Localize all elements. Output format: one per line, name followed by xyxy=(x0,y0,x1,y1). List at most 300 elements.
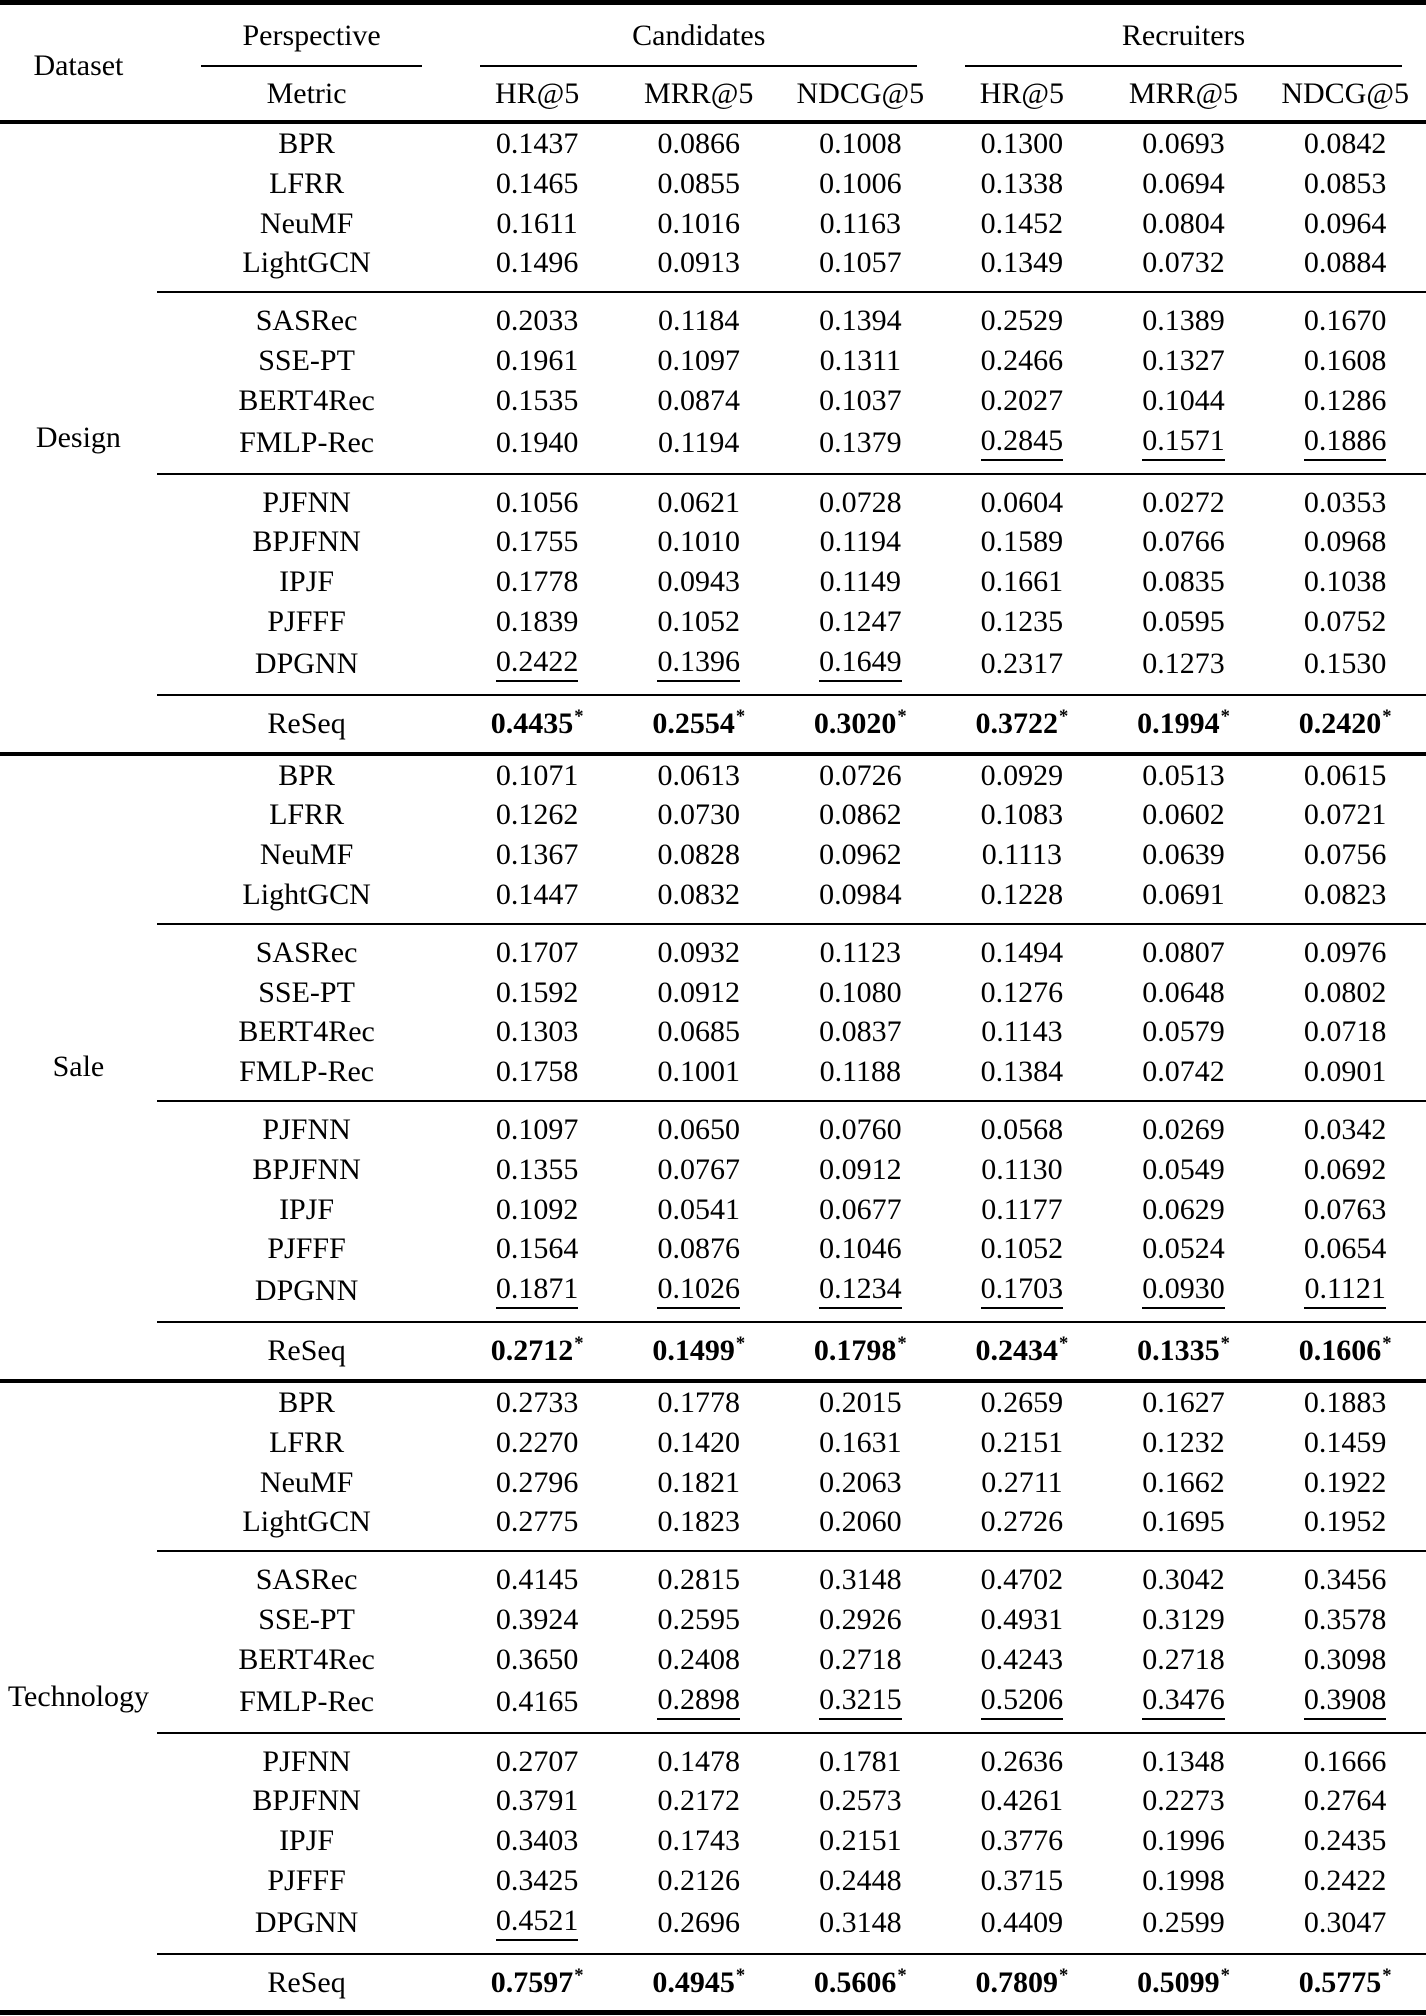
metric-value: 0.0654 xyxy=(1303,1232,1387,1266)
metric-value: 0.1113 xyxy=(981,838,1063,872)
reseq-summary-row xyxy=(0,695,1426,754)
method-name: IPJF xyxy=(279,565,335,599)
metric-value: 0.0353 xyxy=(1264,474,1426,523)
metric-value: 0.0804 xyxy=(1142,206,1225,240)
metric-value: 0.0732 xyxy=(1142,246,1225,280)
metric-value: 0.1606* xyxy=(1264,1322,1426,1381)
metric-value: 0.0691 xyxy=(1142,877,1225,911)
metric-value: 0.0639 xyxy=(1142,838,1225,872)
metric-value: 0.1286 xyxy=(1303,383,1387,417)
metric-value: 0.1871 xyxy=(456,1269,618,1322)
section-technology xyxy=(0,1381,1426,2013)
metric-value: 0.1922 xyxy=(1303,1465,1387,1499)
metric-value: 0.3020* xyxy=(780,695,942,754)
significance-star: * xyxy=(735,1333,746,1355)
metric-value: 0.3148 xyxy=(780,1551,942,1600)
metric-value: 0.2726 xyxy=(980,1505,1064,1539)
metric-value: 0.1627 xyxy=(1103,1381,1265,1423)
metric-value: 0.1961 xyxy=(495,343,579,377)
method-row xyxy=(0,122,1426,164)
metric-value: 0.1839 xyxy=(495,604,579,638)
metric-value: 0.1006 xyxy=(819,166,902,200)
method-name: BPR xyxy=(157,1381,456,1423)
metric-value: 0.1396 xyxy=(618,642,780,695)
metric-value: 0.1083 xyxy=(980,798,1064,832)
method-row xyxy=(0,522,1426,562)
metric-value: 0.4165 xyxy=(495,1684,579,1718)
metric-value: 0.4702 xyxy=(941,1551,1103,1600)
method-name: FMLP-Rec xyxy=(239,425,375,459)
metric-value: 0.2599 xyxy=(1142,1905,1225,1939)
metric-value: 0.1589 xyxy=(980,525,1064,559)
metric-value: 0.4409 xyxy=(980,1905,1064,1939)
metric-value: 0.2718 xyxy=(819,1642,902,1676)
method-row xyxy=(0,1781,1426,1821)
method-name: BERT4Rec xyxy=(238,1015,375,1049)
method-name: NeuMF xyxy=(259,206,354,240)
method-row xyxy=(0,1821,1426,1861)
metric-value: 0.0615 xyxy=(1264,754,1426,796)
metric-value: 0.0549 xyxy=(1142,1152,1225,1186)
metric-value: 0.2408 xyxy=(657,1642,740,1676)
metric-value: 0.1611 xyxy=(496,206,578,240)
metric-value: 0.7809* xyxy=(941,1954,1103,2013)
metric-value: 0.2718 xyxy=(1142,1642,1225,1676)
metric-value: 0.0855 xyxy=(657,166,740,200)
metric-value: 0.0823 xyxy=(1303,877,1387,911)
metric-value: 0.1478 xyxy=(618,1733,780,1782)
metric-value: 0.0613 xyxy=(618,754,780,796)
metric-value: 0.1670 xyxy=(1264,292,1426,341)
method-name: LFRR xyxy=(269,1425,345,1459)
metric-value: 0.1097 xyxy=(456,1101,618,1150)
method-name: DPGNN xyxy=(254,1905,359,1939)
metric-value: 0.2636 xyxy=(941,1733,1103,1782)
perspective-header xyxy=(157,3,456,68)
metric-value: 0.1010 xyxy=(657,525,740,559)
reseq-summary-row xyxy=(0,1954,1426,2013)
metric-value: 0.2027 xyxy=(980,383,1064,417)
metric-value: 0.0767 xyxy=(657,1152,740,1186)
method-row xyxy=(0,602,1426,642)
metric-value: 0.0976 xyxy=(1264,924,1426,973)
metric-value: 0.7597* xyxy=(456,1954,618,2013)
method-row xyxy=(0,754,1426,796)
metric-value: 0.2422 xyxy=(456,642,618,695)
metric-value: 0.0718 xyxy=(1303,1015,1387,1049)
significance-star: * xyxy=(1220,1333,1230,1355)
metric-value: 0.1143 xyxy=(981,1015,1063,1049)
metric-value: 0.1080 xyxy=(819,975,902,1009)
metric-value: 0.0984 xyxy=(819,877,902,911)
metric-value: 0.4945* xyxy=(618,1954,780,2013)
metric-value: 0.2529 xyxy=(941,292,1103,341)
metric-value: 0.0929 xyxy=(941,754,1103,796)
metric-row-header: Metric xyxy=(266,77,347,110)
metric-value: 0.1276 xyxy=(980,975,1064,1009)
method-name: BPR xyxy=(157,754,456,796)
metric-value: 0.1046 xyxy=(819,1232,902,1266)
metric-value: 0.2033 xyxy=(456,292,618,341)
metric-value: 0.3425 xyxy=(495,1863,579,1897)
metric-value: 0.2151 xyxy=(819,1824,902,1858)
metric-value: 0.1940 xyxy=(495,425,579,459)
metric-value: 0.2926 xyxy=(819,1602,902,1636)
method-row xyxy=(0,1269,1426,1322)
col-header-recruiters-hr5: HR@5 xyxy=(979,77,1065,110)
significance-star: * xyxy=(1059,705,1069,727)
metric-value: 0.1348 xyxy=(1103,1733,1265,1782)
significance-star: * xyxy=(1059,1964,1069,1986)
method-name: PJFFF xyxy=(267,1232,346,1266)
section-sale xyxy=(0,754,1426,1381)
metric-value: 0.1571 xyxy=(1103,421,1265,474)
metric-value: 0.1564 xyxy=(495,1232,579,1266)
metric-value: 0.1631 xyxy=(819,1425,902,1459)
metric-value: 0.1327 xyxy=(1142,343,1225,377)
metric-value: 0.0807 xyxy=(1103,924,1265,973)
metric-value: 0.1459 xyxy=(1303,1425,1387,1459)
significance-star: * xyxy=(897,1333,907,1355)
metric-value: 0.0693 xyxy=(1103,122,1265,164)
metric-value: 0.1123 xyxy=(780,924,942,973)
metric-value: 0.0602 xyxy=(1142,798,1225,832)
metric-value: 0.1044 xyxy=(1142,383,1225,417)
metric-value: 0.1121 xyxy=(1264,1269,1426,1322)
metric-value: 0.1649 xyxy=(780,642,942,695)
metric-value: 0.0853 xyxy=(1303,166,1387,200)
metric-value: 0.1052 xyxy=(657,604,740,638)
method-name: PJFNN xyxy=(157,474,456,523)
metric-value: 0.0837 xyxy=(819,1015,902,1049)
metric-value: 0.2898 xyxy=(618,1680,780,1733)
method-row xyxy=(0,1640,1426,1680)
metric-value: 0.1235 xyxy=(980,604,1064,638)
metric-value: 0.1349 xyxy=(980,246,1064,280)
metric-value: 0.1303 xyxy=(495,1015,579,1049)
metric-value: 0.2707 xyxy=(456,1733,618,1782)
metric-value: 0.0962 xyxy=(819,838,902,872)
metric-value: 0.0595 xyxy=(1142,604,1225,638)
metric-value: 0.0568 xyxy=(941,1101,1103,1150)
reseq-summary-row xyxy=(0,1322,1426,1381)
method-name: ReSeq xyxy=(157,695,456,754)
method-name: ReSeq xyxy=(157,1322,456,1381)
metric-value: 0.4261 xyxy=(980,1784,1064,1818)
metric-value: 0.3042 xyxy=(1103,1551,1265,1600)
metric-value: 0.3791 xyxy=(495,1784,579,1818)
metric-value: 0.1273 xyxy=(1142,646,1225,680)
metric-value: 0.1452 xyxy=(980,206,1064,240)
metric-value: 0.1228 xyxy=(980,877,1064,911)
metric-value: 0.1092 xyxy=(495,1192,579,1226)
significance-star: * xyxy=(1382,1333,1392,1355)
metric-value: 0.1994* xyxy=(1103,695,1265,754)
method-row xyxy=(0,835,1426,875)
metric-value: 0.5099* xyxy=(1103,1954,1265,2013)
significance-star: * xyxy=(1059,1333,1069,1355)
metric-value: 0.0866 xyxy=(618,122,780,164)
metric-value: 0.0842 xyxy=(1264,122,1426,164)
metric-value: 0.1194 xyxy=(819,525,901,559)
metric-value: 0.1300 xyxy=(941,122,1103,164)
metric-value: 0.1883 xyxy=(1264,1381,1426,1423)
metric-value: 0.1798* xyxy=(780,1322,942,1381)
metric-value: 0.1755 xyxy=(495,525,579,559)
metric-value: 0.1998 xyxy=(1142,1863,1225,1897)
metric-value: 0.2060 xyxy=(819,1505,902,1539)
metric-value: 0.2273 xyxy=(1142,1784,1225,1818)
metric-value: 0.2270 xyxy=(495,1425,579,1459)
metric-value: 0.0802 xyxy=(1303,975,1387,1009)
metric-value: 0.1666 xyxy=(1264,1733,1426,1782)
metric-value: 0.5606* xyxy=(780,1954,942,2013)
method-row xyxy=(0,1551,1426,1600)
metric-value: 0.2696 xyxy=(657,1905,740,1939)
method-row xyxy=(0,204,1426,244)
method-row xyxy=(0,1502,1426,1551)
method-name: PJFFF xyxy=(267,1863,346,1897)
metric-value: 0.1886 xyxy=(1264,421,1426,474)
metric-value: 0.1494 xyxy=(941,924,1103,973)
metric-value: 0.1163 xyxy=(819,206,901,240)
method-name: IPJF xyxy=(279,1192,335,1226)
method-name: SSE-PT xyxy=(258,1602,355,1636)
metric-value: 0.2733 xyxy=(456,1381,618,1423)
method-name: LFRR xyxy=(269,798,345,832)
metric-value: 0.2063 xyxy=(819,1465,902,1499)
metric-value: 0.2775 xyxy=(495,1505,579,1539)
metric-value: 0.0541 xyxy=(657,1192,740,1226)
metric-value: 0.1057 xyxy=(819,246,902,280)
metric-value: 0.1662 xyxy=(1142,1465,1225,1499)
dataset-label: Technology xyxy=(0,1381,157,2013)
significance-star: * xyxy=(1382,1964,1392,1986)
metric-value: 0.1037 xyxy=(819,383,902,417)
method-name: LightGCN xyxy=(242,246,371,280)
method-row xyxy=(0,164,1426,204)
recruiters-group-header xyxy=(941,3,1426,68)
method-row xyxy=(0,875,1426,924)
metric-value: 0.1778 xyxy=(618,1381,780,1423)
method-row xyxy=(0,1901,1426,1954)
method-row xyxy=(0,381,1426,421)
metric-value: 0.1743 xyxy=(657,1824,740,1858)
metric-value: 0.1262 xyxy=(495,798,579,832)
perspective-header-label: Perspective xyxy=(201,17,422,67)
metric-value: 0.0760 xyxy=(780,1101,942,1150)
metric-value: 0.0943 xyxy=(657,565,740,599)
metric-value: 0.0604 xyxy=(941,474,1103,523)
metric-value: 0.0964 xyxy=(1303,206,1387,240)
metric-value: 0.2573 xyxy=(819,1784,902,1818)
col-header-candidates-mrr5: MRR@5 xyxy=(644,77,754,110)
significance-star: * xyxy=(1220,1964,1230,1986)
significance-star: * xyxy=(735,1964,746,1986)
metric-value: 0.0272 xyxy=(1103,474,1265,523)
metric-value: 0.1661 xyxy=(980,565,1064,599)
method-name: ReSeq xyxy=(157,1954,456,2013)
metric-value: 0.2015 xyxy=(780,1381,942,1423)
metric-value: 0.1758 xyxy=(495,1055,579,1089)
metric-value: 0.1056 xyxy=(456,474,618,523)
significance-star: * xyxy=(735,705,746,727)
metric-value: 0.4931 xyxy=(980,1602,1064,1636)
metric-value: 0.2764 xyxy=(1303,1784,1387,1818)
method-name: DPGNN xyxy=(254,646,359,680)
metric-value: 0.1071 xyxy=(456,754,618,796)
metric-value: 0.1177 xyxy=(981,1192,1063,1226)
metric-value: 0.0912 xyxy=(657,975,740,1009)
metric-value: 0.0677 xyxy=(819,1192,902,1226)
metric-value: 0.0752 xyxy=(1303,604,1387,638)
method-name: NeuMF xyxy=(259,1465,354,1499)
metric-value: 0.0692 xyxy=(1303,1152,1387,1186)
method-name: IPJF xyxy=(279,1824,335,1858)
method-name: BPR xyxy=(157,122,456,164)
metric-value: 0.1707 xyxy=(456,924,618,973)
metric-value: 0.0862 xyxy=(819,798,902,832)
method-name: PJFNN xyxy=(157,1733,456,1782)
significance-star: * xyxy=(1220,705,1230,727)
metric-value: 0.0742 xyxy=(1142,1055,1225,1089)
method-name: BERT4Rec xyxy=(238,383,375,417)
metric-value: 0.3776 xyxy=(980,1824,1064,1858)
metric-value: 0.1952 xyxy=(1303,1505,1387,1539)
metric-value: 0.1338 xyxy=(980,166,1064,200)
metric-value: 0.0342 xyxy=(1264,1101,1426,1150)
metric-value: 0.1823 xyxy=(657,1505,740,1539)
metric-value: 0.3715 xyxy=(980,1863,1064,1897)
metric-value: 0.0874 xyxy=(657,383,740,417)
metric-value: 0.0828 xyxy=(657,838,740,872)
metric-value: 0.0913 xyxy=(657,246,740,280)
metric-value: 0.2422 xyxy=(1303,1863,1387,1897)
metric-value: 0.1778 xyxy=(495,565,579,599)
metric-value: 0.1781 xyxy=(780,1733,942,1782)
metric-value: 0.0650 xyxy=(618,1101,780,1150)
metric-value: 0.0726 xyxy=(780,754,942,796)
metric-value: 0.1447 xyxy=(495,877,579,911)
metric-value: 0.1499* xyxy=(618,1322,780,1381)
significance-star: * xyxy=(574,1964,584,1986)
metric-value: 0.3047 xyxy=(1303,1905,1387,1939)
method-row xyxy=(0,474,1426,523)
metric-value: 0.3924 xyxy=(495,1602,579,1636)
metric-value: 0.4521 xyxy=(456,1901,618,1954)
metric-value: 0.0901 xyxy=(1303,1055,1387,1089)
metric-value: 0.0912 xyxy=(819,1152,902,1186)
metric-value: 0.0728 xyxy=(780,474,942,523)
metric-value: 0.2466 xyxy=(980,343,1064,377)
method-row xyxy=(0,1229,1426,1269)
method-row xyxy=(0,1463,1426,1503)
metric-value: 0.0884 xyxy=(1303,246,1387,280)
metric-value: 0.3722* xyxy=(941,695,1103,754)
method-name: LightGCN xyxy=(242,1505,371,1539)
metric-value: 0.1335* xyxy=(1103,1322,1265,1381)
metric-value: 0.1097 xyxy=(657,343,740,377)
recruiters-group-label: Recruiters xyxy=(965,17,1402,67)
metric-value: 0.2435 xyxy=(1303,1824,1387,1858)
metric-value: 0.1496 xyxy=(495,246,579,280)
metric-value: 0.0694 xyxy=(1142,166,1225,200)
metric-value: 0.1038 xyxy=(1303,565,1387,599)
metric-value: 0.4243 xyxy=(980,1642,1064,1676)
method-row xyxy=(0,1423,1426,1463)
candidates-group-header xyxy=(456,3,941,68)
metric-value: 0.3578 xyxy=(1303,1602,1387,1636)
dataset-label: Design xyxy=(0,122,157,754)
method-row xyxy=(0,924,1426,973)
metric-value: 0.2712* xyxy=(456,1322,618,1381)
metric-value: 0.1608 xyxy=(1303,343,1387,377)
method-row xyxy=(0,421,1426,474)
metric-value: 0.4435* xyxy=(456,695,618,754)
method-name: PJFFF xyxy=(267,604,346,638)
metric-value: 0.1530 xyxy=(1303,646,1387,680)
col-header-candidates-ndcg5: NDCG@5 xyxy=(796,77,925,110)
metric-value: 0.1703 xyxy=(941,1269,1103,1322)
metric-value: 0.1184 xyxy=(618,292,780,341)
method-row xyxy=(0,795,1426,835)
metric-value: 0.1234 xyxy=(780,1269,942,1322)
method-name: SSE-PT xyxy=(258,975,355,1009)
metric-value: 0.2151 xyxy=(980,1425,1064,1459)
metric-value: 0.0968 xyxy=(1303,525,1387,559)
metric-value: 0.0763 xyxy=(1303,1192,1387,1226)
metric-value: 0.1052 xyxy=(980,1232,1064,1266)
metric-value: 0.1232 xyxy=(1142,1425,1225,1459)
metric-value: 0.2659 xyxy=(941,1381,1103,1423)
method-name: BPJFNN xyxy=(252,1784,361,1818)
method-name: PJFNN xyxy=(157,1101,456,1150)
metric-value: 0.3908 xyxy=(1264,1680,1426,1733)
dataset-column-header: Dataset xyxy=(33,48,124,82)
metric-value: 0.3650 xyxy=(495,1642,579,1676)
method-name: SASRec xyxy=(157,292,456,341)
metric-value: 0.1996 xyxy=(1142,1824,1225,1858)
method-row xyxy=(0,1190,1426,1230)
metric-value: 0.2595 xyxy=(657,1602,740,1636)
metric-value: 0.2815 xyxy=(618,1551,780,1600)
method-row xyxy=(0,973,1426,1013)
method-name: NeuMF xyxy=(259,838,354,872)
metric-value: 0.1465 xyxy=(495,166,579,200)
method-row xyxy=(0,1600,1426,1640)
metric-value: 0.4145 xyxy=(456,1551,618,1600)
section-design xyxy=(0,122,1426,754)
method-row xyxy=(0,1733,1426,1782)
metric-value: 0.1149 xyxy=(819,565,901,599)
metric-value: 0.0766 xyxy=(1142,525,1225,559)
metric-value: 0.0629 xyxy=(1142,1192,1225,1226)
metric-value: 0.1001 xyxy=(657,1055,740,1089)
col-header-candidates-hr5: HR@5 xyxy=(494,77,580,110)
metric-value: 0.0721 xyxy=(1303,798,1387,832)
metric-value: 0.1367 xyxy=(495,838,579,872)
header-row-metrics xyxy=(0,67,1426,122)
method-row xyxy=(0,1150,1426,1190)
metric-value: 0.0579 xyxy=(1142,1015,1225,1049)
metric-value: 0.3129 xyxy=(1142,1602,1225,1636)
method-name: BPJFNN xyxy=(252,1152,361,1186)
metric-value: 0.1389 xyxy=(1103,292,1265,341)
metric-value: 0.0876 xyxy=(657,1232,740,1266)
method-row xyxy=(0,341,1426,381)
significance-star: * xyxy=(897,705,907,727)
method-row xyxy=(0,1012,1426,1052)
